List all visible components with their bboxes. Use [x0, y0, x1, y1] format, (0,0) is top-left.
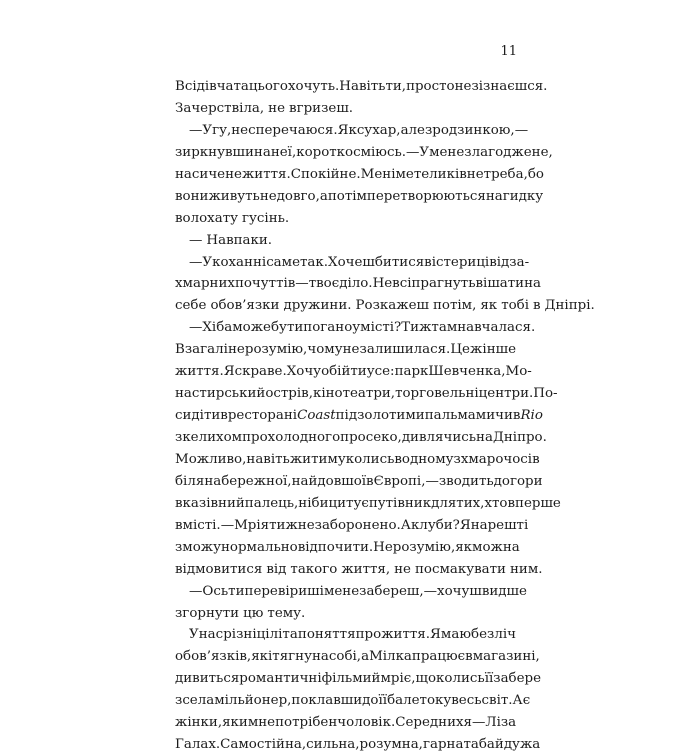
- word: на: [476, 430, 493, 445]
- text-line: [175, 76, 548, 98]
- text-line: [175, 581, 527, 603]
- word: гусінь.: [242, 210, 290, 226]
- word: життя,: [341, 561, 391, 577]
- word: може: [232, 320, 271, 336]
- word: балеток: [387, 693, 444, 709]
- word: в: [533, 298, 541, 314]
- word: Розкажеш: [355, 298, 429, 314]
- text-line: [175, 142, 553, 164]
- word: Європі,: [373, 473, 426, 489]
- word: ж: [285, 517, 298, 533]
- text-line: [175, 624, 516, 646]
- word: для: [431, 495, 457, 511]
- word: обов’язки: [210, 298, 280, 314]
- word: келихом: [182, 430, 243, 445]
- word: тягну: [272, 649, 312, 665]
- word: настирський: [175, 386, 266, 402]
- word: під: [335, 408, 358, 424]
- word: Угу,: [202, 122, 232, 138]
- word: перевіриш: [244, 583, 320, 599]
- word: собі,: [328, 649, 362, 665]
- word: життя.: [175, 364, 224, 380]
- word: там: [431, 320, 458, 336]
- word: з: [175, 430, 183, 445]
- word: Взагалі: [175, 342, 228, 358]
- word: потім,: [432, 298, 477, 314]
- word: острів,: [265, 386, 313, 402]
- word: відпочити.: [297, 539, 374, 555]
- word: мене: [429, 144, 465, 160]
- word: вони: [175, 188, 209, 204]
- word: маю: [440, 627, 471, 643]
- word: найдовшої: [291, 473, 367, 489]
- word: Ось: [202, 583, 229, 599]
- word: не: [227, 342, 245, 358]
- word: —: [514, 122, 529, 138]
- word: розумію,: [244, 342, 308, 358]
- word: У: [202, 254, 213, 270]
- word: Спокійне.: [290, 166, 361, 182]
- word: Я: [459, 517, 471, 533]
- text-line: [175, 690, 531, 712]
- word: не: [454, 79, 472, 94]
- text-line: [175, 317, 536, 339]
- word: Зачерствіла,: [175, 100, 265, 116]
- word: в: [512, 408, 521, 424]
- word: погано: [303, 320, 353, 336]
- word: та: [463, 737, 479, 753]
- word: Ліза: [485, 715, 517, 731]
- word: байдужа: [478, 737, 541, 753]
- text-line: [175, 603, 516, 625]
- word: можна: [472, 539, 520, 555]
- word: як: [480, 298, 498, 314]
- word: мене: [323, 583, 360, 599]
- word: битися: [374, 254, 425, 270]
- word: Навпаки.: [206, 232, 273, 248]
- word: поняття: [297, 627, 356, 643]
- word: живуть: [208, 188, 260, 204]
- word: Галах.: [175, 737, 221, 753]
- word: згорнути: [175, 605, 240, 621]
- word: —: [423, 583, 438, 599]
- text-line: [175, 471, 543, 493]
- word: Мілка: [369, 649, 412, 665]
- word: Ти: [401, 320, 420, 336]
- word: сильна,: [306, 737, 360, 753]
- text-line: [175, 339, 516, 361]
- word: ти,: [385, 79, 407, 94]
- word: дівчата: [196, 79, 249, 94]
- word: По-: [533, 386, 558, 402]
- word: з: [453, 451, 461, 467]
- word: Як: [337, 122, 357, 138]
- word: А: [512, 693, 523, 709]
- word: Навіть: [339, 79, 386, 94]
- word: ж: [419, 320, 432, 336]
- word: так.: [300, 254, 329, 270]
- word: її: [378, 693, 388, 709]
- word: цього: [248, 79, 288, 94]
- word: заборонено.: [314, 517, 401, 533]
- word: на: [485, 188, 503, 204]
- word: саме: [266, 254, 301, 270]
- word: ніби: [298, 495, 329, 511]
- word: забере: [493, 671, 542, 687]
- text-line: [175, 98, 516, 120]
- word: Дніпрі.: [544, 298, 595, 314]
- word: кінотеатри,: [312, 386, 396, 402]
- word: місті.: [182, 517, 221, 533]
- word: цілі: [256, 627, 283, 643]
- word: Мені: [360, 166, 396, 182]
- word: місті?: [360, 320, 402, 336]
- word: хочуть.: [287, 79, 340, 94]
- word: прагнуть: [411, 276, 476, 292]
- word: них: [438, 715, 464, 731]
- word: поклавши: [291, 693, 363, 709]
- text-line: [175, 120, 529, 142]
- word: не: [342, 342, 360, 358]
- word: посмакувати: [414, 561, 506, 577]
- word: Шевченка,: [428, 364, 506, 380]
- word: забереш,: [359, 583, 424, 599]
- word: про: [355, 627, 382, 643]
- word: як: [455, 539, 473, 555]
- word: чи: [495, 408, 513, 424]
- word: яким: [222, 715, 259, 731]
- word: розумна,: [359, 737, 423, 753]
- word: сухар,: [356, 122, 401, 138]
- word: недовго,: [259, 188, 320, 204]
- word: фільми: [321, 671, 372, 687]
- word: всі: [392, 276, 412, 292]
- word: перетворюються: [366, 188, 486, 204]
- word: бо: [527, 166, 544, 182]
- word: Самостійна,: [220, 737, 307, 753]
- text-line: [175, 712, 516, 734]
- word: не: [258, 715, 276, 731]
- word: на: [311, 649, 329, 665]
- word: працює: [411, 649, 466, 665]
- word: Всі: [175, 79, 197, 94]
- word: центри.: [478, 386, 534, 402]
- word: —: [189, 320, 203, 336]
- word: безліч: [471, 627, 516, 643]
- word: різні: [223, 627, 257, 643]
- word: від: [266, 561, 287, 577]
- text-line: [175, 164, 544, 186]
- word: тих,: [456, 495, 485, 511]
- word: набережної,: [204, 473, 292, 489]
- word: —: [189, 583, 203, 599]
- word: дивиться: [175, 671, 240, 687]
- word: з: [424, 122, 433, 138]
- word: істериці: [431, 254, 490, 270]
- word: дружини.: [283, 298, 352, 314]
- word: вказівний: [175, 495, 245, 511]
- word: вперше: [507, 495, 561, 511]
- word: в: [175, 517, 183, 533]
- word: хочу: [437, 583, 470, 599]
- word: злагоджене,: [464, 144, 553, 160]
- word: не: [394, 561, 411, 577]
- text-line: [175, 383, 558, 405]
- word: життя.: [241, 166, 291, 182]
- word: прохолодного: [242, 430, 341, 445]
- word: я: [463, 715, 472, 731]
- word: інше: [482, 342, 516, 358]
- word: Мріяти: [234, 517, 286, 533]
- word: й: [371, 671, 381, 687]
- word: просеко,: [340, 430, 402, 445]
- word: обійти: [321, 364, 367, 380]
- word: та: [282, 627, 298, 643]
- word: не: [466, 166, 484, 182]
- word: такого: [290, 561, 338, 577]
- word: коротко: [296, 144, 354, 160]
- word: її: [484, 671, 494, 687]
- word: хмарочосів: [460, 451, 540, 467]
- word: зізнаєшся.: [471, 79, 548, 94]
- word: палець,: [244, 495, 299, 511]
- word: які: [251, 649, 273, 665]
- word: зиркнувши: [175, 144, 254, 160]
- word: Це: [450, 342, 470, 358]
- word: сміюсь.: [353, 144, 407, 160]
- word: гидку: [502, 188, 544, 204]
- word: Серед: [395, 715, 439, 731]
- word: треба,: [483, 166, 528, 182]
- word: одному: [401, 451, 454, 467]
- word: вішати: [475, 276, 525, 292]
- word: твоє: [308, 276, 340, 292]
- word: житиму: [289, 451, 346, 467]
- word: зможу: [175, 539, 221, 555]
- word: жінки,: [175, 715, 223, 731]
- word: А: [400, 517, 411, 533]
- word: з: [175, 693, 183, 709]
- word: чому: [307, 342, 343, 358]
- word: золотими: [357, 408, 425, 424]
- word: просто: [406, 79, 455, 94]
- word: в: [424, 254, 432, 270]
- word: за-: [509, 254, 530, 270]
- word: життя.: [381, 627, 430, 643]
- word: в: [366, 473, 374, 489]
- text-line: [175, 734, 541, 756]
- word: цю: [243, 605, 264, 621]
- word: залишилася.: [359, 342, 451, 358]
- word: села: [182, 693, 215, 709]
- word: є: [522, 693, 531, 709]
- word: в: [394, 451, 402, 467]
- word: а: [361, 649, 370, 665]
- word: увесь: [443, 693, 482, 709]
- word: —: [425, 473, 439, 489]
- word: У: [189, 627, 199, 643]
- word: швидше: [469, 583, 527, 599]
- word: почуттів: [234, 276, 296, 292]
- word: неї,: [270, 144, 297, 160]
- text-line: [175, 646, 540, 668]
- word: —: [189, 232, 203, 248]
- text-line: [175, 515, 529, 537]
- word: нас: [198, 627, 224, 643]
- word: догори: [493, 473, 543, 489]
- word: ти: [228, 583, 245, 599]
- word: —: [220, 517, 235, 533]
- word: діло.: [339, 276, 373, 292]
- text-line: [175, 668, 542, 690]
- word: але: [400, 122, 425, 138]
- word: ж: [470, 342, 483, 358]
- text-line: [175, 252, 530, 274]
- text-line: [175, 449, 540, 471]
- word: Coast: [297, 408, 336, 424]
- word: нарешті: [470, 517, 529, 533]
- text-line: [175, 559, 543, 581]
- word: хто: [484, 495, 508, 511]
- word: Rio: [520, 408, 543, 424]
- word: навіть: [246, 451, 290, 467]
- word: Хіба: [202, 320, 233, 336]
- word: потім: [327, 188, 367, 204]
- word: бути: [271, 320, 304, 336]
- text-line: [175, 273, 542, 295]
- word: потрібен: [275, 715, 338, 731]
- word: дивлячись: [401, 430, 477, 445]
- word: відмовитися: [175, 561, 263, 577]
- word: не: [268, 100, 286, 116]
- word: і: [319, 583, 324, 599]
- word: коханні: [212, 254, 267, 270]
- word: романтичні: [239, 671, 322, 687]
- word: парк: [394, 364, 429, 380]
- word: розумію,: [392, 539, 456, 555]
- word: обов’язків,: [175, 649, 252, 665]
- word: Не: [372, 276, 393, 292]
- word: Можливо,: [175, 451, 247, 467]
- word: не: [231, 122, 249, 138]
- word: волохату: [175, 210, 238, 226]
- text-line: [175, 295, 595, 317]
- word: нормально: [220, 539, 298, 555]
- word: родзинкою,: [432, 122, 515, 138]
- text-line: [175, 493, 561, 515]
- word: Яскраве.: [223, 364, 287, 380]
- word: ним.: [510, 561, 543, 577]
- word: Мо-: [505, 364, 532, 380]
- word: Хочеш: [328, 254, 375, 270]
- text-line: [175, 427, 547, 449]
- word: тобі: [501, 298, 530, 314]
- word: вгризеш.: [289, 100, 354, 116]
- word: торговельні: [395, 386, 479, 402]
- word: тему.: [267, 605, 306, 621]
- text-line: [175, 537, 520, 559]
- word: сидіти: [175, 408, 221, 424]
- word: до: [362, 693, 379, 709]
- word: біля: [175, 473, 205, 489]
- word: Дніпро.: [492, 430, 547, 445]
- word: хмарних: [175, 276, 235, 292]
- word: магазині,: [472, 649, 540, 665]
- text-line: [175, 361, 532, 383]
- word: Я: [430, 627, 441, 643]
- word: —: [406, 144, 420, 160]
- word: цитує: [328, 495, 369, 511]
- word: не: [297, 517, 315, 533]
- word: путівник: [368, 495, 432, 511]
- word: мільйонер,: [214, 693, 292, 709]
- text-line: [175, 186, 544, 208]
- word: У: [419, 144, 430, 160]
- word: на: [524, 276, 542, 292]
- word: —: [295, 276, 309, 292]
- word: —: [189, 122, 203, 138]
- word: ресторані: [227, 408, 298, 424]
- word: у: [352, 320, 361, 336]
- word: усе:: [366, 364, 395, 380]
- word: —: [472, 715, 486, 731]
- word: зводить: [438, 473, 494, 489]
- text-line: [175, 208, 516, 230]
- word: клуби?: [410, 517, 460, 533]
- word: Не: [373, 539, 393, 555]
- word: мріє,: [380, 671, 416, 687]
- text-line: [175, 230, 516, 252]
- word: а: [319, 188, 328, 204]
- word: пальмами: [424, 408, 496, 424]
- text-line: [175, 405, 543, 427]
- word: метеликів: [395, 166, 467, 182]
- word: насичене: [175, 166, 242, 182]
- page-number: 11: [500, 44, 517, 59]
- word: світ.: [481, 693, 513, 709]
- word: себе: [175, 298, 207, 314]
- word: колись: [436, 671, 485, 687]
- body-text: [175, 76, 595, 756]
- word: в: [465, 649, 473, 665]
- word: Хочу: [286, 364, 322, 380]
- word: в: [220, 408, 228, 424]
- word: колись: [345, 451, 395, 467]
- word: чоловік.: [337, 715, 396, 731]
- word: —: [189, 254, 203, 270]
- word: гарна: [422, 737, 464, 753]
- word: що: [415, 671, 437, 687]
- word: на: [253, 144, 271, 160]
- word: від: [489, 254, 510, 270]
- word: навчалася.: [457, 320, 536, 336]
- word: сперечаюся.: [248, 122, 338, 138]
